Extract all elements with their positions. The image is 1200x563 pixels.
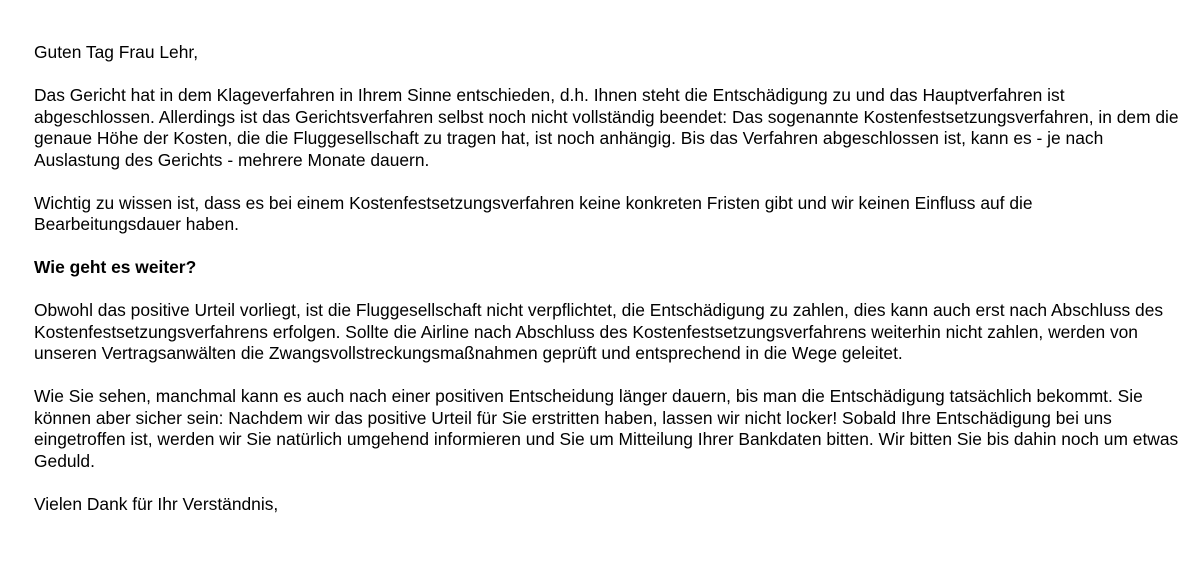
paragraph-next-steps: Obwohl das positive Urteil vorliegt, ist die Fluggesellschaft nicht verpflichtet, die Entschädigung zu zahlen, dies kann auch erst nach Abschluss des Kostenfestsetzungsverfahrens erfolgen. Sollte die Airline nach Abschluss des Kostenfestsetzungsverfahrens weiterhin nicht zahlen, werden von unseren Vertragsanwälten die Zwangsvollstreckungsmaßnahmen geprüft und entsprechend in die Wege geleitet. (34, 300, 1164, 363)
greeting: Guten Tag Frau Lehr, (34, 42, 199, 62)
section-heading: Wie geht es weiter? (34, 257, 197, 277)
letter-body (34, 42, 1179, 537)
closing: Vielen Dank für Ihr Verständnis, (34, 493, 279, 514)
paragraph-patience: Wie Sie sehen, manchmal kann es auch nach einer positiven Entscheidung länger dauern, bis man die Entschädigung tatsächlich bekommt. Sie können aber sicher sein: Nachdem wir das positive Urteil für Sie erstritten haben, lassen wir nicht locker! Sobald Ihre Entschädigung bei uns eingetroffen ist, werden wir Sie natürlich umgehend informieren und Sie um Mitteilung Ihrer Bankdaten bitten. Wir bitten Sie bis dahin noch um etwas Geduld. (34, 386, 1179, 471)
paragraph-court-decision: Das Gericht hat in dem Klageverfahren in Ihrem Sinne entschieden, d.h. Ihnen steht die Entschädigung zu und das Hauptverfahren ist abgeschlossen. Allerdings ist das Gerichtsverfahren selbst noch nicht vollständig beendet: Das sogenannte Kostenfestsetzungsverfahren, in dem die genaue Höhe der Kosten, die die Fluggesellschaft zu tragen hat, ist noch anhängig. Bis das Verfahren abgeschlossen ist, kann es - je nach Auslastung des Gerichts - mehrere Monate dauern. (34, 85, 1179, 170)
paragraph-no-deadlines: Wichtig zu wissen ist, dass es bei einem Kostenfestsetzungsverfahren keine konkreten Fristen gibt und wir keinen Einfluss auf die Bearbeitungsdauer haben. (34, 192, 1033, 234)
